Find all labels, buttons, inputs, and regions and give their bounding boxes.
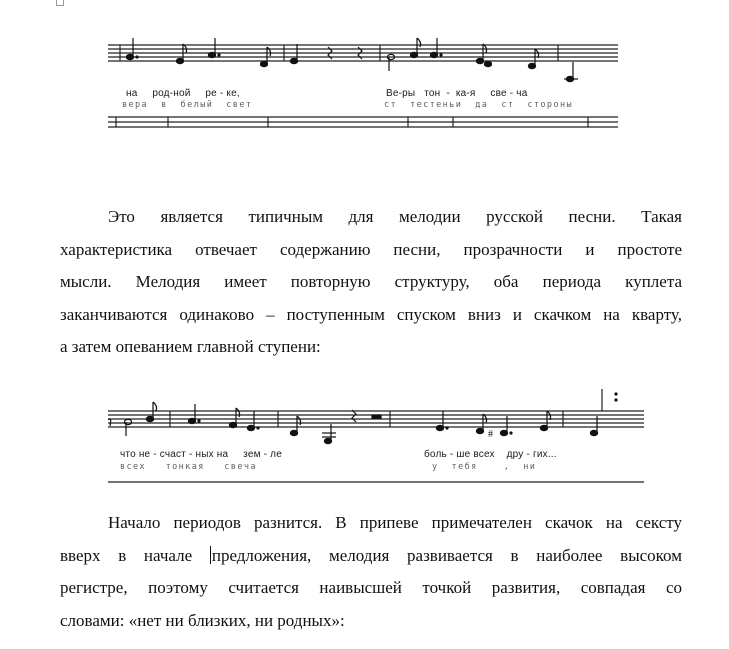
music-staff-1-svg	[108, 36, 618, 128]
paragraph-1-line-3: мысли. Мелодия имеет повторную структуру, оба периода куплета	[60, 272, 682, 291]
paragraph-2-line-2-before-caret: вверх в начале	[60, 545, 210, 565]
paragraph-2-line-3: регистре, поэтому считается наивысшей точкой развития, совпадая со	[60, 578, 682, 597]
lyrics-line-1-left: что не - счаст - ных на зем - ле	[120, 449, 282, 460]
paragraph-2-line-2-after-caret: предложения, мелодия развивается в наиболее высоком	[211, 545, 682, 565]
paragraph-2-line-1: Начало периодов разнится. В припеве примечателен скачок на сексту	[108, 513, 682, 532]
lyrics-line-2-left: всех тонкая свеча	[120, 462, 257, 472]
music-excerpt-1	[108, 36, 618, 128]
svg-text:#: #	[488, 429, 493, 440]
lyrics-line-1-left: на род-ной ре - ке,	[126, 88, 240, 99]
paragraph-2	[60, 507, 682, 637]
text-cursor	[210, 546, 211, 564]
lyrics-line-1-right: боль - ше всех дру - гих...	[424, 449, 557, 460]
paragraph-1-line-2: характеристика отвечает содержанию песни, прозрачности и простоте	[60, 239, 682, 259]
paragraph-2-line-2[interactable]	[60, 540, 682, 573]
paragraph-1-line-4: заканчиваются одинаково – поступенным спуском вниз и скачком на кварту,	[60, 304, 682, 324]
lyrics-line-2-right: ст тестеньи да ст стороны	[384, 100, 574, 110]
paragraph-1-line-1: Это является типичным для мелодии русской песни. Такая	[108, 207, 682, 226]
paragraph-1	[60, 201, 682, 364]
lyrics-line-1-right: Ве-ры тон - ка-я све - ча	[386, 88, 528, 99]
lyrics-line-2-left: вера в белый свет	[122, 100, 253, 110]
paragraph-2-line-4: словами: «нет ни близких, ни родных»:	[60, 610, 345, 630]
paragraph-anchor-icon	[56, 0, 64, 6]
music-excerpt-2	[108, 384, 644, 484]
paragraph-1-line-5: а затем опеванием главной ступени:	[60, 337, 321, 356]
lyrics-line-2-right: у тебя , ни	[432, 462, 537, 472]
